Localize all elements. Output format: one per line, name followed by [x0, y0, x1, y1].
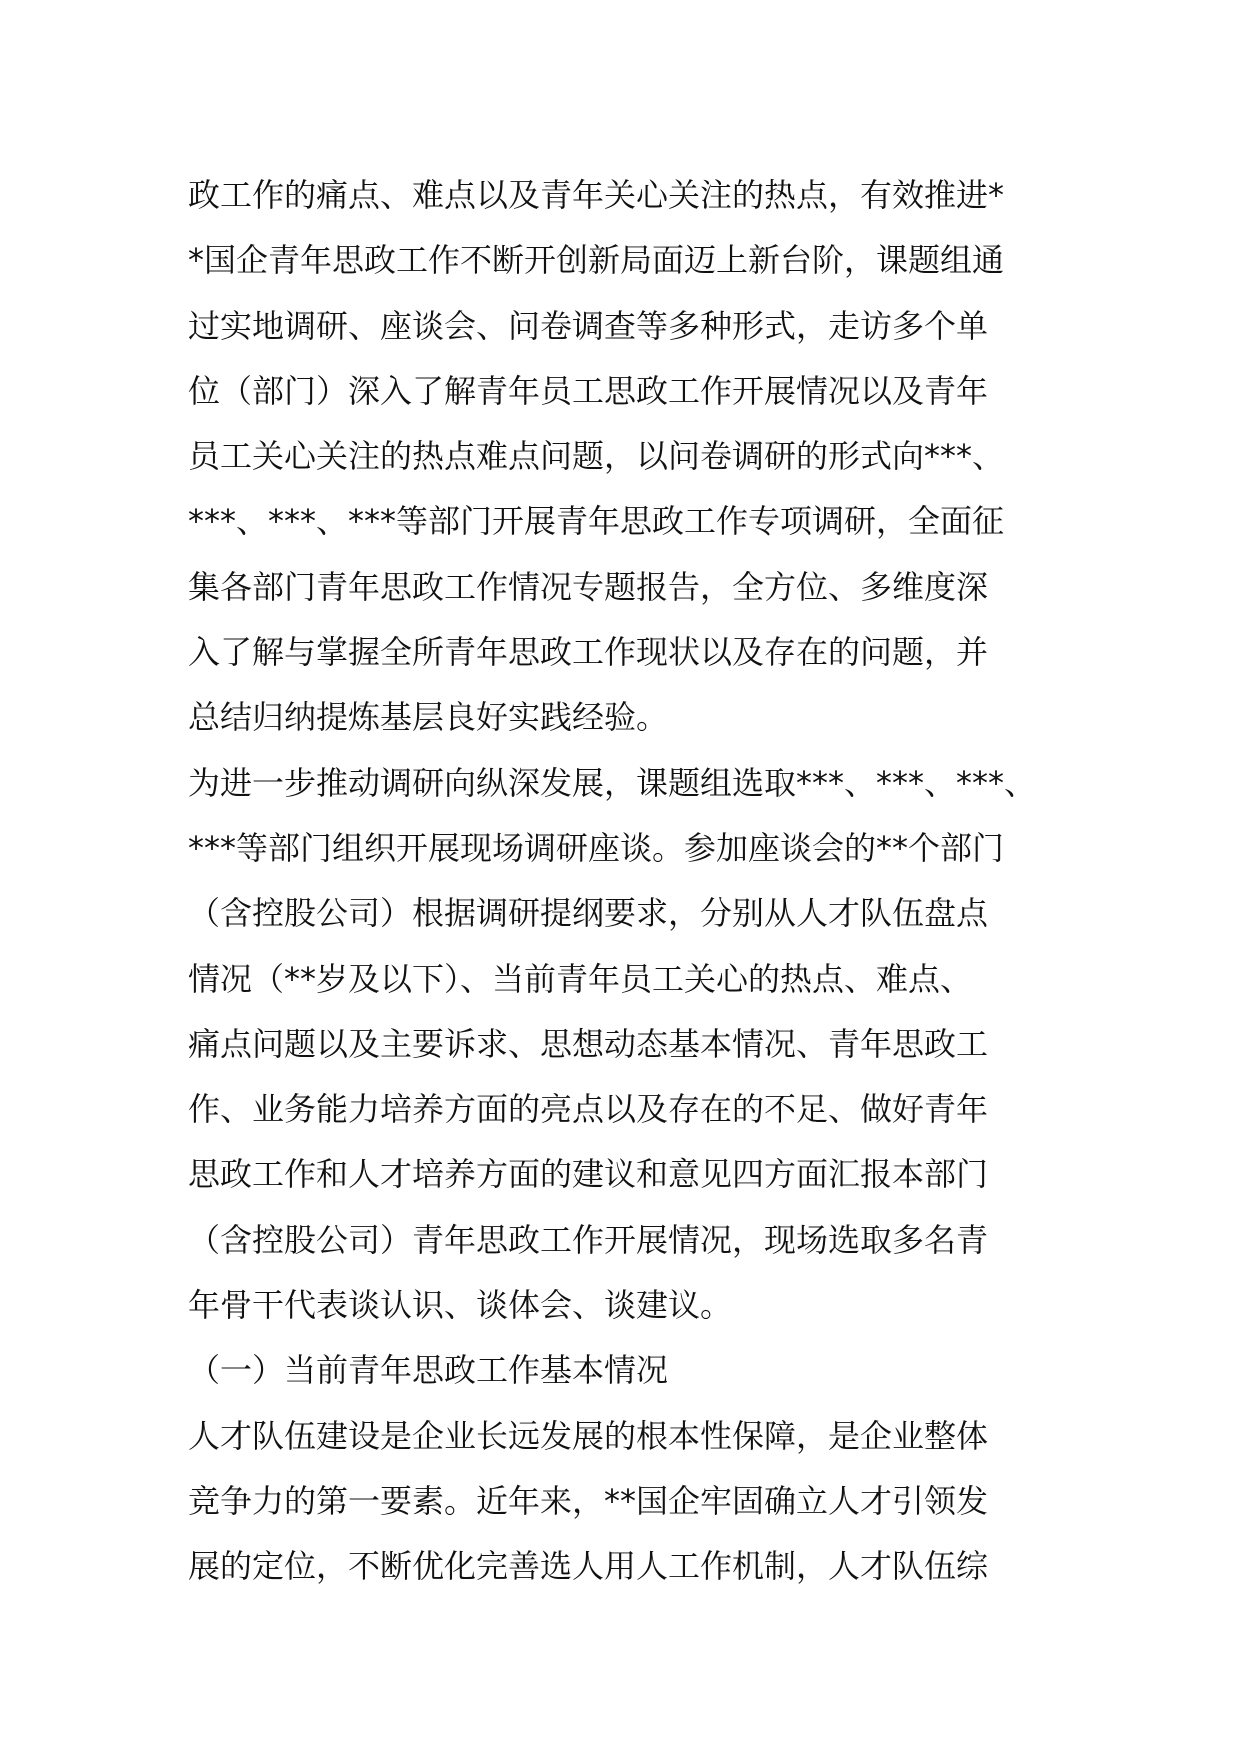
text-line: 作、业务能力培养方面的亮点以及存在的不足、做好青年	[188, 1090, 989, 1129]
text-line: *国企青年思政工作不断开创新局面迈上新台阶，课题组通	[188, 241, 1005, 280]
text-line: 人才队伍建设是企业长远发展的根本性保障，是企业整体	[188, 1416, 989, 1455]
body-text	[188, 163, 1068, 1600]
text-line: 年骨干代表谈认识、谈体会、谈建议。	[188, 1286, 733, 1325]
text-line: 思政工作和人才培养方面的建议和意见四方面汇报本部门	[188, 1155, 989, 1194]
text-line: 位（部门）深入了解青年员工思政工作开展情况以及青年	[188, 371, 989, 410]
text-line: 入了解与掌握全所青年思政工作现状以及存在的问题，并	[188, 633, 989, 672]
text-line: （含控股公司）根据调研提纲要求，分别从人才队伍盘点	[188, 894, 989, 933]
text-line: ***等部门组织开展现场调研座谈。参加座谈会的**个部门	[188, 828, 1005, 867]
text-line: 员工关心关注的热点难点问题，以问卷调研的形式向***、	[188, 437, 1005, 476]
text-line: 情况（**岁及以下）、当前青年员工关心的热点、难点、	[188, 959, 973, 998]
text-line: 总结归纳提炼基层良好实践经验。	[188, 698, 669, 737]
text-line: 竞争力的第一要素。近年来，**国企牢固确立人才引领发	[188, 1481, 989, 1520]
text-line: 过实地调研、座谈会、问卷调查等多种形式，走访多个单	[188, 306, 989, 345]
text-line: （含控股公司）青年思政工作开展情况，现场选取多名青	[188, 1220, 989, 1259]
text-line: 政工作的痛点、难点以及青年关心关注的热点，有效推进*	[188, 176, 1005, 214]
text-line: 集各部门青年思政工作情况专题报告，全方位、多维度深	[188, 567, 989, 606]
text-line: ***、***、***等部门开展青年思政工作专项调研，全面征	[188, 502, 1005, 541]
text-line: 展的定位，不断优化完善选人用人工作机制，人才队伍综	[188, 1547, 989, 1586]
section-heading: （一）当前青年思政工作基本情况	[188, 1351, 669, 1390]
text-line: 痛点问题以及主要诉求、思想动态基本情况、青年思政工	[188, 1024, 989, 1063]
text-line: 为进一步推动调研向纵深发展，课题组选取***、***、***、	[188, 763, 1037, 802]
